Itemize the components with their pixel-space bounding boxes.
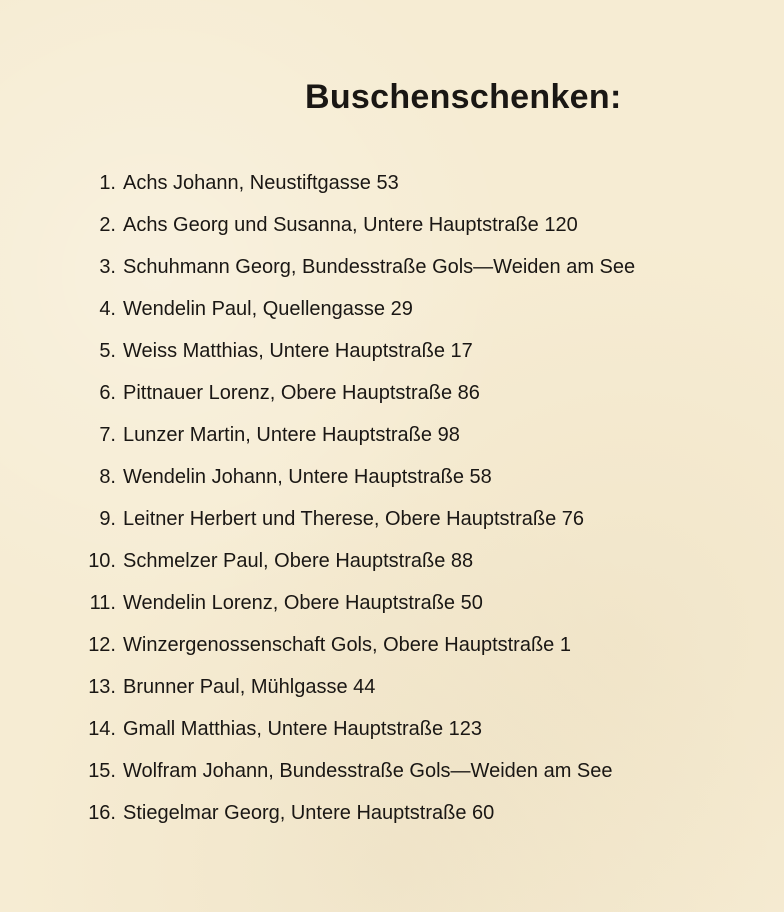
- item-number: 7.: [99, 423, 116, 446]
- item-text: Gmall Matthias, Untere Hauptstraße 123: [123, 718, 483, 741]
- list-item: [78, 541, 635, 583]
- item-text: Achs Johann, Neustiftgasse 53: [123, 171, 399, 194]
- item-number: 15.: [88, 760, 116, 783]
- item-number: 4.: [99, 297, 116, 320]
- item-number: 10.: [88, 550, 116, 573]
- list-item: [78, 330, 635, 372]
- item-number: 3.: [99, 255, 116, 278]
- item-number: 11.: [89, 592, 116, 615]
- list-item: [78, 246, 635, 288]
- item-text: Leitner Herbert und Therese, Obere Hauptstraße 76: [123, 508, 584, 531]
- item-text: Weiss Matthias, Untere Hauptstraße 17: [123, 339, 473, 362]
- item-number: 2.: [99, 213, 116, 236]
- list-item: [78, 499, 635, 541]
- item-text: Lunzer Martin, Untere Hauptstraße 98: [123, 423, 460, 446]
- list-item: [78, 667, 635, 709]
- list-item: [78, 793, 635, 835]
- address-list: [78, 162, 635, 835]
- list-item: [78, 709, 635, 751]
- item-text: Stiegelmar Georg, Untere Hauptstraße 60: [123, 802, 495, 825]
- item-text: Wolfram Johann, Bundesstraße Gols—Weiden am See: [123, 760, 613, 783]
- list-item: [78, 162, 635, 204]
- item-text: Wendelin Johann, Untere Hauptstraße 58: [123, 465, 492, 488]
- item-text: Schuhmann Georg, Bundesstraße Gols—Weiden am See: [123, 255, 636, 278]
- item-text: Pittnauer Lorenz, Obere Hauptstraße 86: [123, 381, 480, 404]
- item-number: 16.: [88, 802, 116, 825]
- item-number: 14.: [88, 718, 116, 741]
- item-text: Winzergenossenschaft Gols, Obere Hauptstraße 1: [123, 634, 571, 657]
- item-number: 6.: [99, 381, 116, 404]
- list-item: [78, 204, 635, 246]
- item-number: 13.: [88, 676, 116, 699]
- item-number: 1.: [99, 171, 116, 194]
- item-number: 8.: [99, 465, 116, 488]
- item-number: 9.: [99, 508, 116, 531]
- item-number: 12.: [88, 634, 116, 657]
- item-text: Achs Georg und Susanna, Untere Hauptstraße 120: [123, 213, 578, 236]
- list-item: [78, 414, 635, 456]
- list-item: [78, 456, 635, 498]
- page-title: Buschenschenken:: [305, 78, 622, 116]
- item-number: 5.: [99, 339, 116, 362]
- item-text: Wendelin Paul, Quellengasse 29: [123, 297, 413, 320]
- item-text: Brunner Paul, Mühlgasse 44: [123, 676, 376, 699]
- item-text: Schmelzer Paul, Obere Hauptstraße 88: [123, 550, 474, 573]
- list-item: [78, 288, 635, 330]
- list-item: [78, 751, 635, 793]
- list-item: [78, 372, 635, 414]
- list-item: [78, 583, 635, 625]
- item-text: Wendelin Lorenz, Obere Hauptstraße 50: [123, 592, 483, 615]
- list-item: [78, 625, 635, 667]
